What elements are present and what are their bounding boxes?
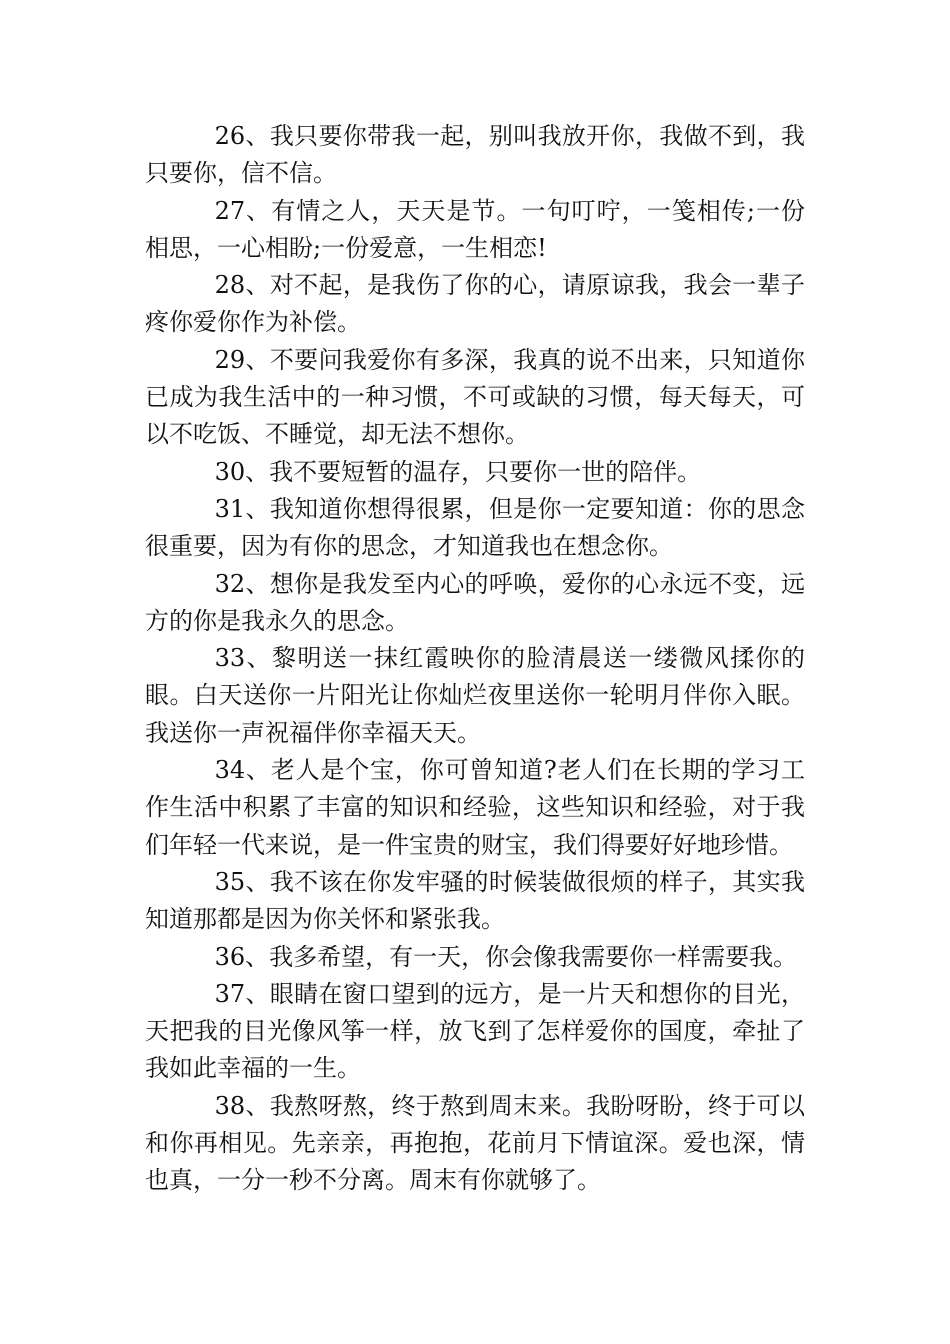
paragraph-37: 37、眼睛在窗口望到的远方，是一片天和想你的目光，天把我的目光像风筝一样，放飞到了怎样爱你的国度，牵扯了我如此幸福的一生。 [145, 979, 805, 1083]
paragraph-30: 30、我不要短暂的温存，只要你一世的陪伴。 [214, 457, 702, 486]
paragraph-32: 32、想你是我发至内心的呼唤，爱你的心永远不变，远方的你是我永久的思念。 [145, 569, 805, 635]
paragraph-28: 28、对不起，是我伤了你的心，请原谅我，我会一辈子疼你爱你作为补偿。 [145, 271, 805, 337]
paragraph-38: 38、我熬呀熬，终于熬到周末来。我盼呀盼，终于可以和你再相见。先亲亲，再抱抱，花前月下情谊深。爱也深，情也真，一分一秒不分离。周末有你就够了。 [145, 1091, 805, 1195]
paragraph-26: 26、我只要你带我一起，别叫我放开你，我做不到，我只要你，信不信。 [145, 122, 805, 188]
paragraph-33: 33、黎明送一抹红霞映你的脸清晨送一缕微风揉你的眼。白天送你一片阳光让你灿烂夜里送你一轮明月伴你入眠。我送你一声祝福伴你幸福天天。 [145, 644, 805, 747]
paragraph-27: 27、有情之人，天天是节。一句叮咛，一笺相传;一份相思，一心相盼;一份爱意，一生相恋! [145, 196, 805, 262]
paragraph-35: 35、我不该在你发牢骚的时候装做很烦的样子，其实我知道那都是因为你关怀和紧张我。 [145, 867, 805, 934]
document-body [145, 118, 805, 1200]
paragraph-34: 34、老人是个宝，你可曾知道?老人们在长期的学习工作生活中积累了丰富的知识和经验，这些知识和经验，对于我们年轻一代来说，是一件宝贵的财宝，我们得要好好地珍惜。 [145, 756, 805, 859]
paragraph-29: 29、不要问我爱你有多深，我真的说不出来，只知道你已成为我生活中的一种习惯，不可或缺的习惯，每天每天，可以不吃饭、不睡觉，却无法不想你。 [145, 345, 805, 449]
paragraph-36: 36、我多希望，有一天，你会像我需要你一样需要我。 [214, 942, 798, 971]
paragraph-31: 31、我知道你想得很累，但是你一定要知道：你的思念很重要，因为有你的思念，才知道我也在想念你。 [145, 494, 805, 561]
